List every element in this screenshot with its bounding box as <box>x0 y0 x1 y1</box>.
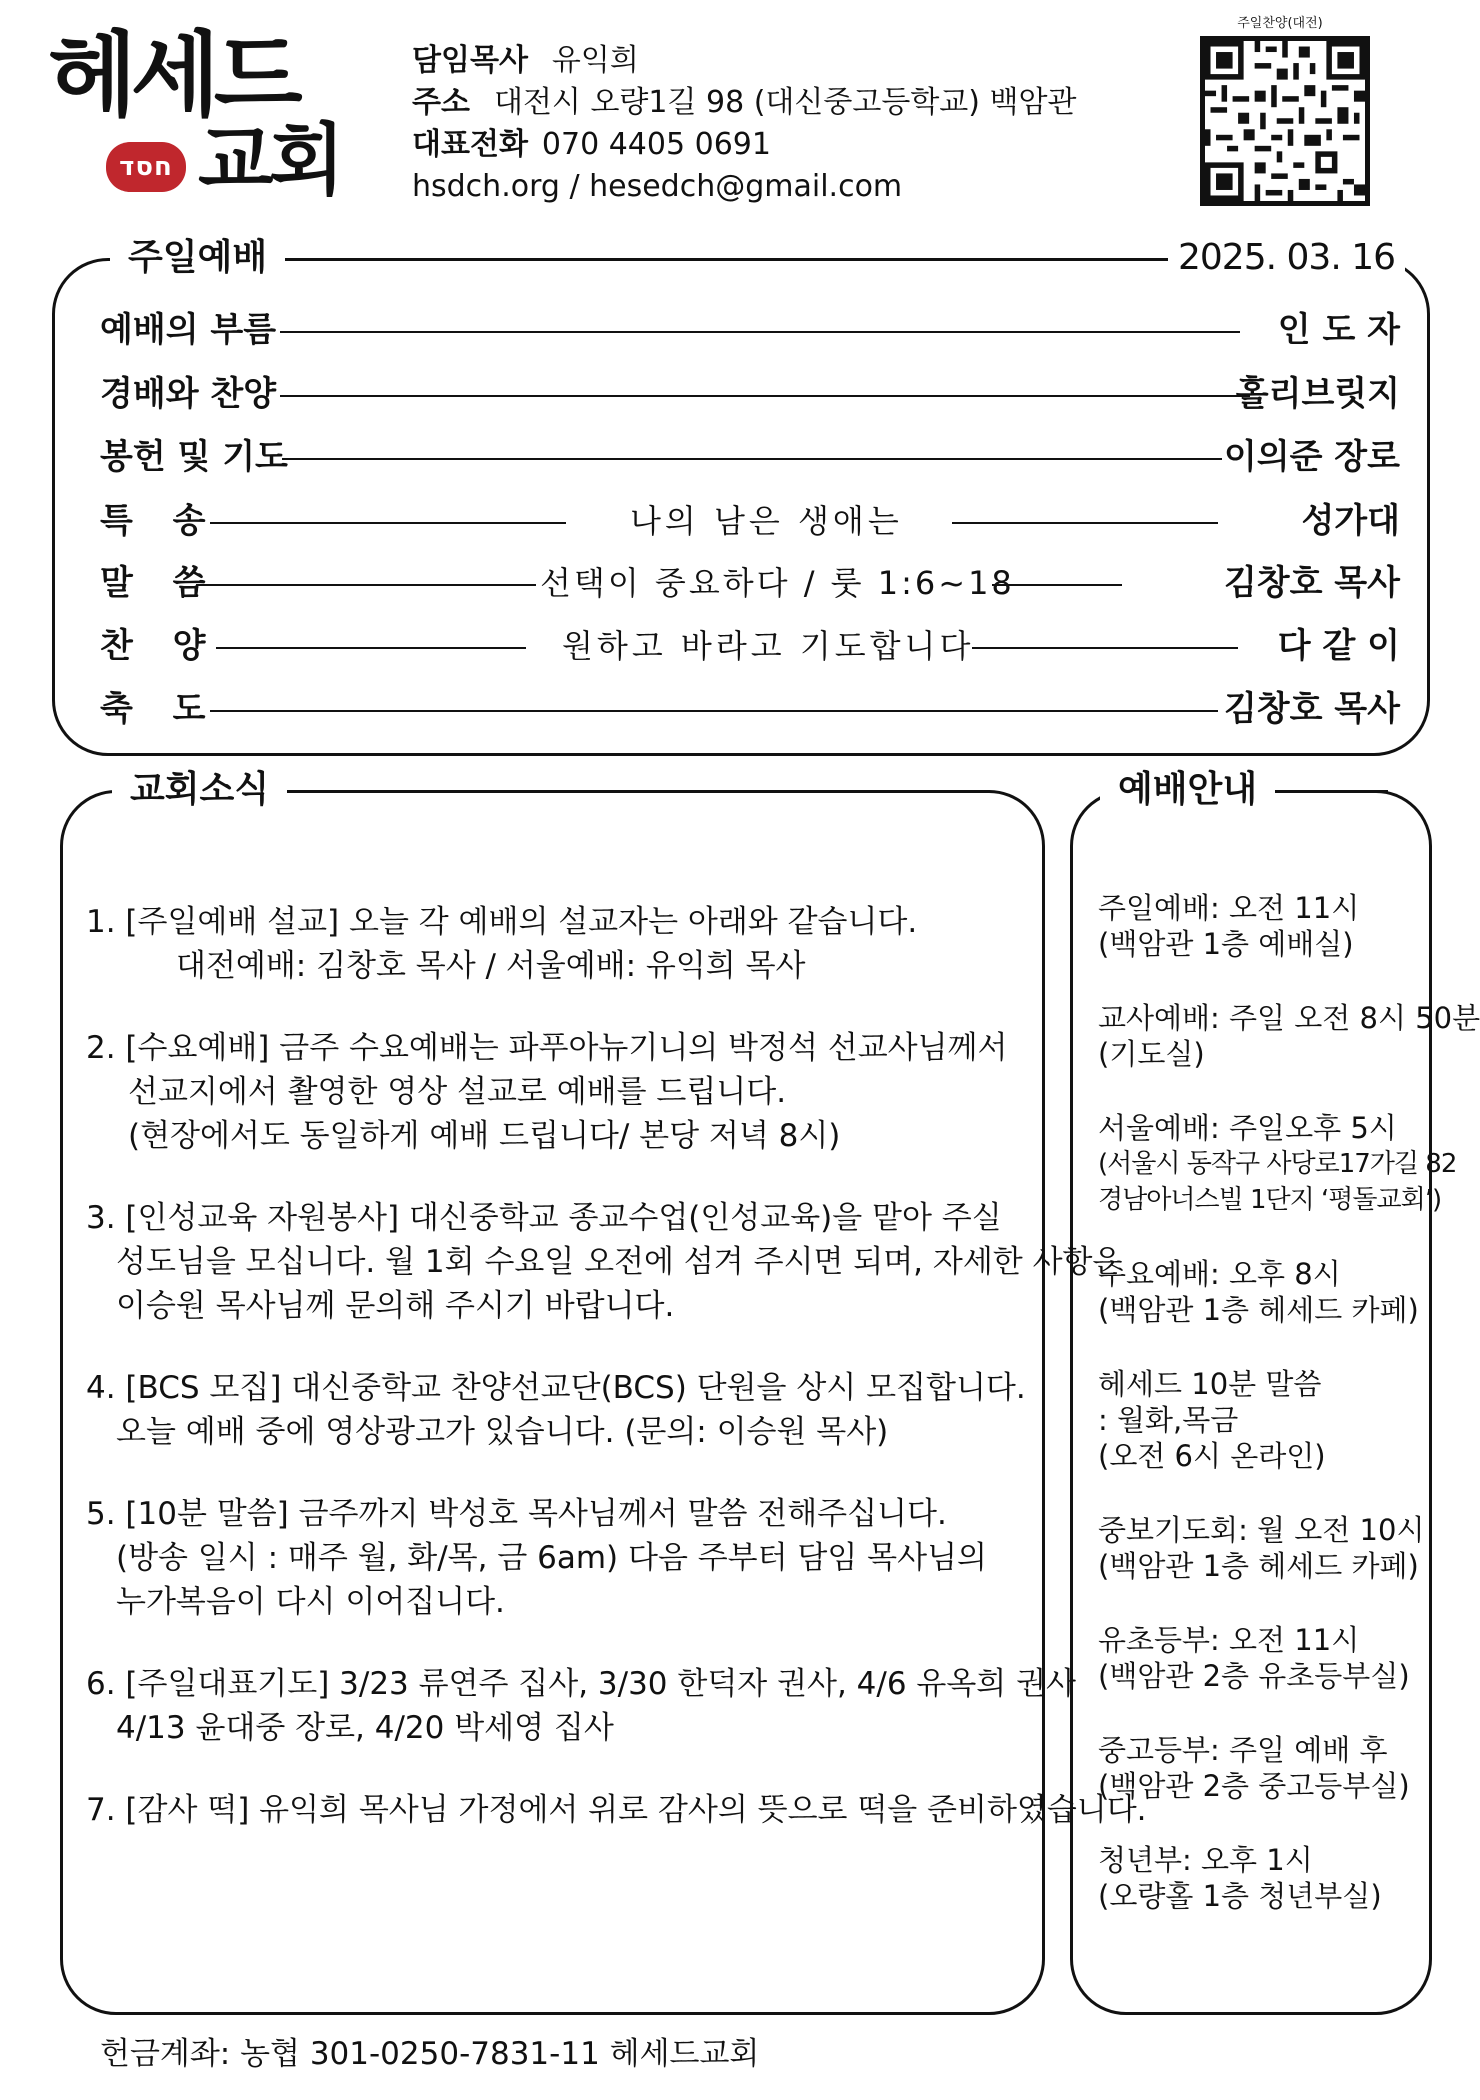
order-leader: 이의준 장로 <box>1223 437 1400 477</box>
news-item: 5. [10분 말씀] 금주까지 박성호 목사님께서 말씀 전해주십니다. (방송 일시 : 매주 월, 화/목, 금 6am) 다음 주부터 담임 목사님의 누가복음이 다시 이어집니다. <box>86 1496 987 1620</box>
order-row-sermon <box>100 558 1400 608</box>
guide-item: 중보기도회: 월 오전 10시 (백암관 1층 헤세드 카페) <box>1098 1513 1425 1583</box>
news-item: 6. [주일대표기도] 3/23 류연주 집사, 3/30 한덕자 권사, 4/6 유옥희 권사 4/13 윤대중 장로, 4/20 박세영 집사 <box>86 1666 1076 1746</box>
order-row-offering <box>100 432 1400 482</box>
news-item: 7. [감사 떡] 유익희 목사님 가정에서 위로 감사의 뜻으로 떡을 준비하였습니다. <box>86 1792 1147 1828</box>
worship-title: 주일예배 <box>110 236 285 280</box>
news-item: 2. [수요예배] 금주 수요예배는 파푸아뉴기니의 박정석 선교사님께서 선교지에서 촬영한 영상 설교로 예배를 드립니다. (현장에서도 동일하게 예배 드립니다/ 본당 저녁 8시) <box>86 1030 1008 1154</box>
qr-caption: 주일찬양(대전) <box>1237 16 1323 31</box>
order-leader: 다 같 이 <box>1277 626 1400 666</box>
order-middle: 원하고 바라고 기도합니다 <box>562 627 975 665</box>
order-label: 축 도 <box>100 689 220 729</box>
news-item: 1. [주일예배 설교] 오늘 각 예배의 설교자는 아래와 같습니다. 대전예배: 김창호 목사 / 서울예배: 유익희 목사 <box>86 904 918 984</box>
order-row-special-song <box>100 496 1400 546</box>
news-item: 4. [BCS 모집] 대신중학교 찬양선교단(BCS) 단원을 상시 모집합니다. 오늘 예배 중에 영상광고가 있습니다. (문의: 이승원 목사) <box>86 1370 1026 1450</box>
news-title: 교회소식 <box>112 768 287 812</box>
news-list <box>86 900 1147 1870</box>
address-row <box>412 82 1076 124</box>
guide-item: 중고등부: 주일 예배 후 (백암관 2층 중고등부실) <box>1098 1733 1410 1803</box>
phone-number: 070 4405 0691 <box>541 127 771 162</box>
guide-item: 유초등부: 오전 11시 (백암관 2층 유초등부실) <box>1098 1623 1410 1693</box>
church-info <box>412 40 1076 208</box>
order-label: 봉헌 및 기도 <box>100 437 288 477</box>
phone-label: 대표전화 <box>412 127 528 162</box>
order-label: 예배의 부름 <box>100 310 277 350</box>
guide-list <box>1098 890 1480 1952</box>
guide-item: 헤세드 10분 말씀 : 월화,목금 (오전 6시 온라인) <box>1098 1367 1326 1473</box>
order-label: 찬 양 <box>100 626 220 666</box>
logo-text-line1: 헤세드 <box>48 22 297 129</box>
guide-title: 예배안내 <box>1100 768 1275 812</box>
address-text: 대전시 오량1길 98 (대신중고등학교) 백암관 <box>493 85 1077 120</box>
guide-item: 교사예배: 주일 오전 8시 50분 (기도실) <box>1098 1001 1480 1071</box>
worship-date: 2025. 03. 16 <box>1168 236 1405 280</box>
guide-item: 청년부: 오후 1시 (오량홀 1층 청년부실) <box>1098 1843 1382 1913</box>
order-middle: 선택이 중요하다 / 룻 1:6~18 <box>540 564 1015 602</box>
church-logo <box>48 22 368 206</box>
order-label: 말 씀 <box>100 563 220 603</box>
order-row-benediction <box>100 684 1400 734</box>
guide-item: 서울예배: 주일오후 5시 (서울시 동작구 사당로17가길 82 경남아너스빌 1단지 ‘평돌교회’) <box>1098 1111 1457 1215</box>
order-row-call <box>100 305 1400 355</box>
web-row[interactable]: hsdch.org / hesedch@gmail.com <box>412 169 903 204</box>
phone-row <box>412 124 1076 166</box>
order-leader: 홀리브릿지 <box>1235 374 1400 414</box>
pastor-name: 유익희 <box>551 43 639 78</box>
qr-code-icon <box>1205 41 1365 201</box>
news-item: 3. [인성교육 자원봉사] 대신중학교 종교수업(인성교육)을 맡아 주실 성도님을 모십니다. 월 1회 수요일 오전에 섬겨 주시면 되며, 자세한 사항은 이승원 목사님께 문의해 주시기 바랍니다. <box>86 1200 1123 1324</box>
order-leader: 김창호 목사 <box>1223 689 1400 729</box>
order-leader: 성가대 <box>1301 501 1400 541</box>
pastor-label: 담임목사 <box>412 43 528 78</box>
order-leader: 인 도 자 <box>1277 310 1400 350</box>
news-title-divider <box>290 790 990 793</box>
pastor-row <box>412 40 1076 82</box>
qr-code[interactable] <box>1200 36 1370 206</box>
logo-text-line2: 교회 <box>198 116 341 206</box>
title-divider <box>288 259 1168 261</box>
logo-stamp: חסד <box>106 142 186 192</box>
order-label: 특 송 <box>100 501 220 541</box>
guide-title-divider <box>1278 790 1388 793</box>
guide-item: 주일예배: 오전 11시 (백암관 1층 예배실) <box>1098 891 1360 961</box>
order-label: 경배와 찬양 <box>100 374 277 414</box>
offering-account: 헌금계좌: 농협 301-0250-7831-11 헤세드교회 <box>100 2036 760 2072</box>
order-row-hymn <box>100 621 1400 671</box>
order-leader: 김창호 목사 <box>1223 563 1400 603</box>
order-row-praise <box>100 369 1400 419</box>
guide-item: 수요예배: 오후 8시 (백암관 1층 헤세드 카페) <box>1098 1257 1419 1327</box>
address-label: 주소 <box>412 85 470 120</box>
order-middle: 나의 남은 생애는 <box>630 502 903 540</box>
